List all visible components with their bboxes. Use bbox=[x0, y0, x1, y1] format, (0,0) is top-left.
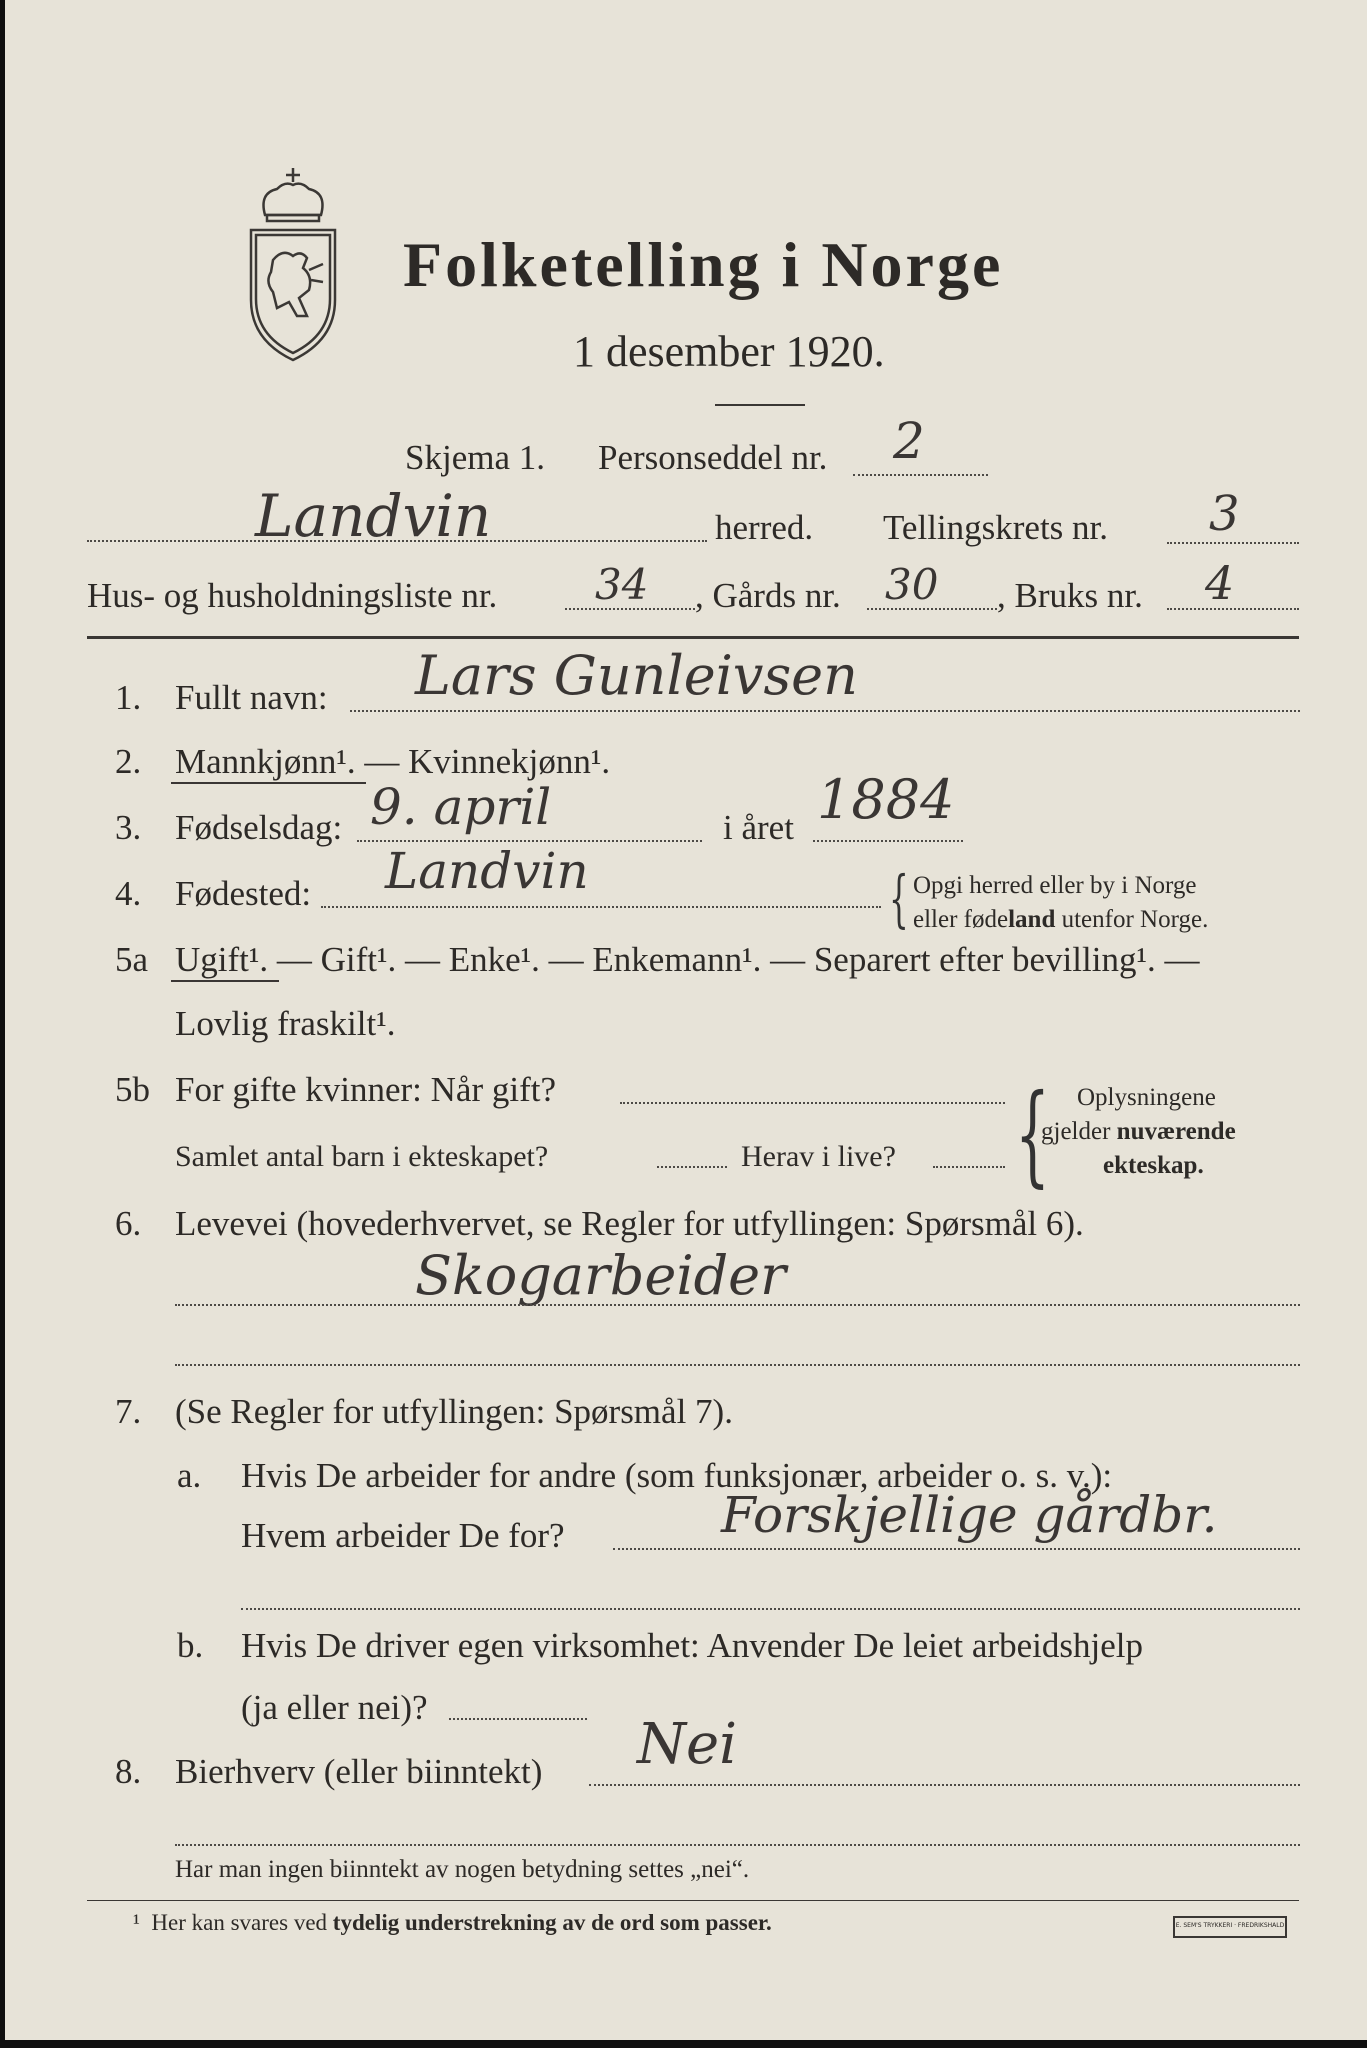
hus-value: 34 bbox=[595, 560, 649, 609]
q4-line bbox=[321, 906, 881, 908]
q1-value: Lars Gunleivsen bbox=[415, 644, 858, 707]
q2-answer-underline bbox=[171, 782, 366, 784]
q8-value: Nei bbox=[637, 1712, 738, 1777]
q5a-label-line2: Lovlig fraskilt¹. bbox=[175, 1004, 396, 1043]
q4-label: Fødested: bbox=[175, 874, 312, 913]
personseddel-line bbox=[853, 474, 988, 476]
gards-label: , Gårds nr. bbox=[695, 576, 841, 615]
q8-line2 bbox=[175, 1844, 1300, 1846]
footer-note: Har man ingen biinntekt av nogen betydning settes „nei“. bbox=[175, 1856, 750, 1883]
coat-of-arms-emblem bbox=[233, 160, 353, 370]
bruks-label: , Bruks nr. bbox=[997, 576, 1143, 615]
bruks-value: 4 bbox=[1205, 556, 1235, 610]
skjema-label: Skjema 1. bbox=[405, 438, 545, 477]
header-divider bbox=[87, 636, 1299, 639]
footnote-text-bold: tydelig understrekning av de ord som passer. bbox=[332, 1910, 772, 1935]
q5b-note-part-bold: nuværende bbox=[1116, 1118, 1236, 1145]
q4-brace: { bbox=[889, 862, 909, 935]
census-date: 1 desember 1920. bbox=[573, 327, 885, 376]
q6-line2 bbox=[175, 1364, 1300, 1366]
q3-year-label: i året bbox=[723, 808, 794, 847]
q3-label: Fødselsdag: bbox=[175, 808, 343, 847]
q3-value: 9. april bbox=[370, 778, 552, 836]
footnote-marker: ¹ bbox=[133, 1910, 140, 1935]
tellingskrets-label: Tellingskrets nr. bbox=[883, 508, 1109, 547]
q7-number: 7. bbox=[115, 1392, 142, 1431]
q5b-alive-label: Herav i live? bbox=[741, 1140, 896, 1173]
q7a-value: Forskjellige gårdbr. bbox=[721, 1486, 1218, 1544]
q5b-married-line bbox=[620, 1102, 1005, 1104]
q3-year-line bbox=[813, 840, 963, 842]
q7a-employer-label: Hvem arbeider De for? bbox=[241, 1516, 565, 1555]
q3-number: 3. bbox=[115, 808, 142, 847]
hus-label: Hus- og husholdningsliste nr. bbox=[87, 576, 498, 615]
q1-line bbox=[350, 710, 1300, 712]
title-divider bbox=[715, 404, 805, 406]
q4-note-part-a: eller føde bbox=[913, 906, 1009, 933]
tellingskrets-value: 3 bbox=[1209, 486, 1240, 542]
personseddel-label: Personseddel nr. bbox=[598, 438, 828, 477]
q7b-label: Hvis De driver egen virksomhet: Anvender De leiet arbeidshjelp bbox=[241, 1626, 1143, 1665]
q4-note-line1: Opgi herred eller by i Norge bbox=[913, 872, 1197, 899]
q2-number: 2. bbox=[115, 742, 142, 781]
q5b-label: For gifte kvinner: Når gift? bbox=[175, 1070, 557, 1109]
q7a-line2 bbox=[241, 1608, 1300, 1610]
q6-label: Levevei (hovederhvervet, se Regler for utfyllingen: Spørsmål 6). bbox=[175, 1204, 1084, 1243]
q1-number: 1. bbox=[115, 678, 142, 717]
printer-stamp bbox=[1173, 1916, 1287, 1938]
q5b-note-part-a: gjelder bbox=[1041, 1118, 1117, 1145]
q1-label: Fullt navn: bbox=[175, 678, 328, 717]
q7a-label: Hvis De arbeider for andre (som funksjonær, arbeider o. s. v.): bbox=[241, 1456, 1113, 1495]
q5b-alive-line bbox=[933, 1166, 1005, 1168]
gards-value: 30 bbox=[885, 560, 939, 609]
herred-label: herred. bbox=[715, 508, 814, 547]
q4-note-part-bold: land bbox=[1008, 906, 1056, 933]
q5b-note-line2 bbox=[1041, 1118, 1236, 1146]
q5b-brace: { bbox=[1015, 1070, 1050, 1198]
q5b-children-line bbox=[657, 1166, 727, 1168]
q3-year-value: 1884 bbox=[817, 768, 955, 831]
q7-label: (Se Regler for utfyllingen: Spørsmål 7). bbox=[175, 1392, 733, 1431]
printer-stamp-text: E. SEM'S TRYKKERI · FREDRIKSHALD bbox=[1175, 1922, 1285, 1929]
q7a-letter: a. bbox=[177, 1456, 202, 1495]
q6-number: 6. bbox=[115, 1204, 142, 1243]
q8-number: 8. bbox=[115, 1752, 142, 1791]
q6-line1 bbox=[175, 1304, 1300, 1306]
q7b-letter: b. bbox=[177, 1626, 204, 1665]
footnote-divider bbox=[87, 1900, 1299, 1901]
q7b-yesno-line bbox=[449, 1718, 587, 1720]
q7a-employer-line bbox=[613, 1548, 1300, 1550]
q8-label: Bierhverv (eller biinntekt) bbox=[175, 1752, 543, 1791]
footnote-text: Her kan svares ved bbox=[151, 1910, 333, 1935]
q5a-number: 5a bbox=[115, 940, 149, 979]
q5b-children-label: Samlet antal barn i ekteskapet? bbox=[175, 1140, 549, 1173]
q5b-note-line1: Oplysningene bbox=[1077, 1084, 1216, 1111]
q7b-yesno-label: (ja eller nei)? bbox=[241, 1688, 428, 1727]
q4-note-line2 bbox=[913, 906, 1208, 934]
q6-value: Skogarbeider bbox=[415, 1244, 786, 1307]
herred-value: Landvin bbox=[255, 482, 492, 550]
footnote bbox=[133, 1910, 772, 1936]
q5b-note-line3: ekteskap. bbox=[1103, 1152, 1204, 1179]
q5a-answer-underline bbox=[171, 980, 279, 982]
form-title: Folketelling i Norge bbox=[403, 229, 1004, 300]
q4-value: Landvin bbox=[385, 842, 589, 900]
personseddel-value: 2 bbox=[893, 412, 925, 470]
tellingskrets-line bbox=[1167, 542, 1299, 544]
q5a-label: Ugift¹. — Gift¹. — Enke¹. — Enkemann¹. — Separert efter bevilling¹. — bbox=[175, 940, 1200, 979]
q4-number: 4. bbox=[115, 874, 142, 913]
q4-note-part-c: utenfor Norge. bbox=[1055, 906, 1209, 933]
q2-label: Mannkjønn¹. — Kvinnekjønn¹. bbox=[175, 742, 611, 781]
q5b-number: 5b bbox=[115, 1070, 150, 1109]
q8-line bbox=[589, 1784, 1300, 1786]
